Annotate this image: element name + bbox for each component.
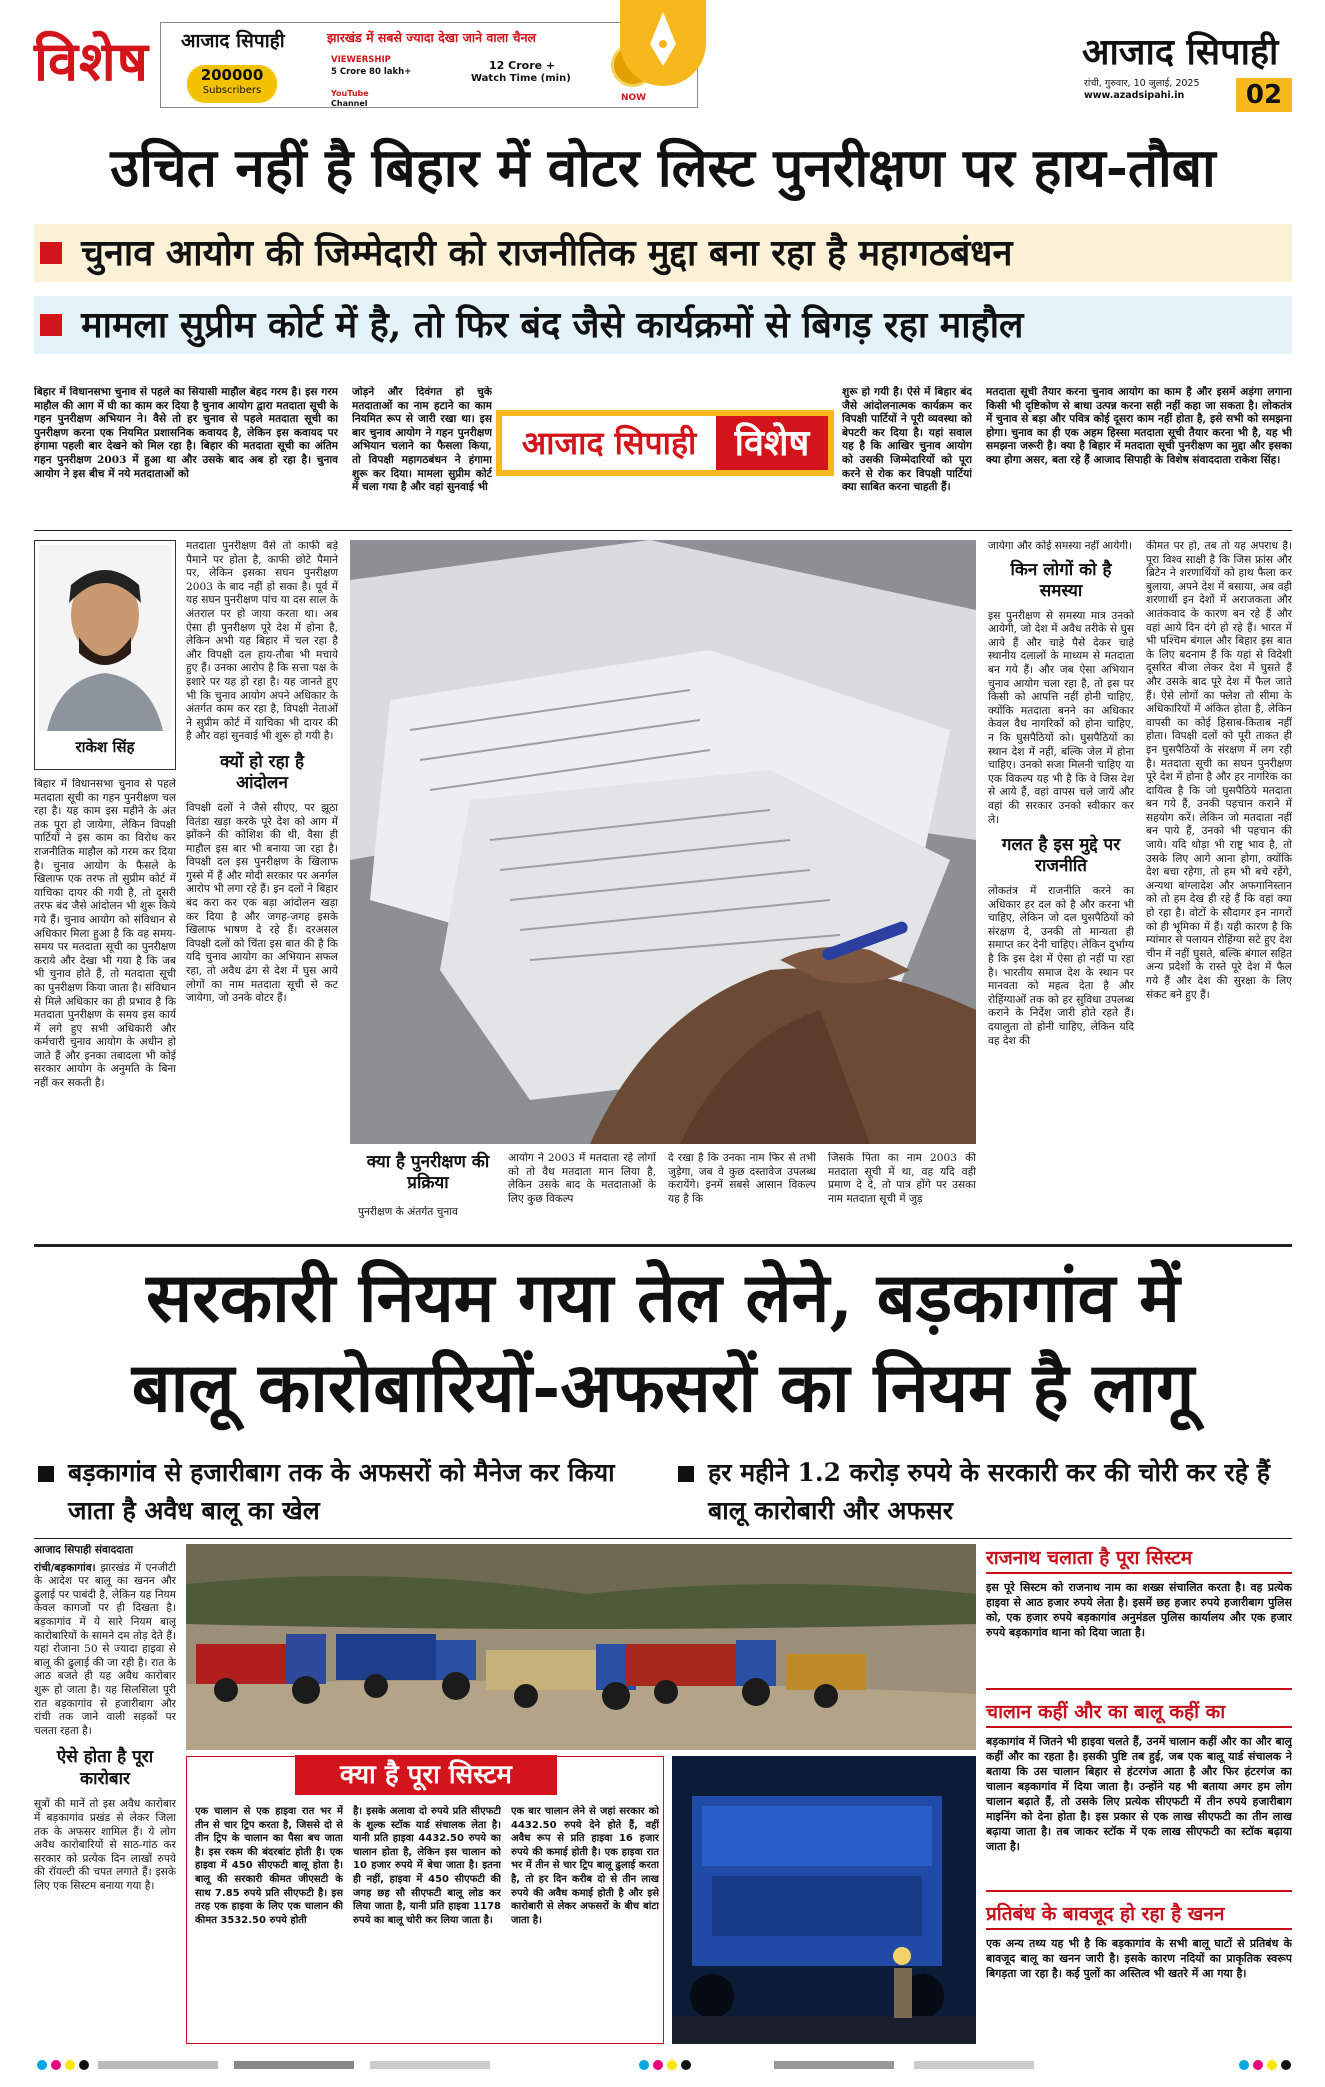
- paper-name: आजाद सिपाही: [1082, 31, 1279, 73]
- azad-vishesh-badge: [496, 410, 834, 476]
- side-box-2: चालान कहीं और का बालू कहीं का बड़कागांव में जितने भी हाइवा चलते हैं, उनमें चालान कहीं और का और बालू कहीं और का रहता है। इसकी पुष्टि तब हुई, जब एक बालू यार्ड संचालक ने बताया कि उस चालान बिहार से हंटरगंज आता है और फिर हंटरगंज का चालान बड़कागांव में दिया जाता है। उन्होंने यह भी बताया अगर हम लोग चालान बढ़ाते हैं, तो उसके लिए प्रत्येक सीएफटी में तीन रुपये हजारीबाग माइनिंग को देना होता है। इस प्रकार से एक लाख सीएफटी का तीन लाख बढ़ाया जाता है। तब जाकर स्टॉक में एक लाख सीएफटी का स्टॉक बढ़ाया जाता है।: [986, 1698, 1292, 1892]
- story2-deck1: बड़कागांव से हजारीबाग तक के अफसरों को मैनेज कर किया जाता है अवैध बालू का खेल: [34, 1454, 648, 1534]
- under-photo-col-1: पुनरीक्षण के अंतर्गत चुनाव: [358, 1206, 458, 1218]
- system-box: [186, 1756, 664, 2044]
- side-box-1-title: राजनाथ चलाता है पूरा सिस्टम: [986, 1544, 1292, 1574]
- story1-column-5: जायेगा और कोई समस्या नहीं आयेगी। किन लोगों को है समस्या इस पुनरीक्षण से समस्या मात्र उनको आयेगी, जो देश में अवैध तरीके से घुस आये हैं और चाहे पैसे देकर चाहे स्थानीय दलालों के माध्यम से मतदाता बन गये हैं। और जब ऐसा अभियान चुनाव आयोग चला रहा है, तो इस पर किसी को आपत्ति नहीं होनी चाहिए, क्योंकि मतदाता बनने का अधिकार केवल वैध नागरिकों को होना चाहिए, न कि घुसपैठियों को। घुसपैठियों का स्थान देश में नहीं, बल्कि जेल में होना चाहिए। उनको सजा मिलनी चाहिए या एक विकल्प यह भी है कि वे जिस देश से आये हैं, वहां वापस चले जायें और वहां की सरकार उनको स्वीकार कर ले। गलत है इस मुद्दे पर राजनीति लोकतंत्र में राजनीति करने का अधिकार हर दल को है और करना भी चाहिए, लेकिन जो दल घुसपैठियों को संरक्षण दे, उनकी तो मान्यता ही समाप्त कर देनी चाहिए। लेकिन दुर्भाग्य है कि इस देश में ऐसा हो नहीं पा रहा है। भारतीय समाज देश के स्थान पर मानवता को महत्व देता है और रोहिंग्याओं तक को हर सुविधा उपलब्ध कराने के निर्देश जारी होते रहते हैं। दयालुता तो होनी चाहिए, लेकिन यदि वह देश की: [988, 540, 1134, 1047]
- story2-headline-line2: बालू कारोबारियों-अफसरों का नियम है लागू: [131, 1348, 1195, 1428]
- side-box-3: प्रतिबंध के बावजूद हो रहा है खनन एक अन्य तथ्य यह भी है कि बड़कागांव के सभी बालू घाटों से प्रतिबंध के बावजूद बालू का खनन जारी है। इसके कारण नदियों का प्राकृतिक स्वरूप बिगड़ता जा रहा है। कई पुलों का अस्तित्व भी खतरे में आ गया है।: [986, 1900, 1292, 2044]
- intro-col-3: शुरू हो गयी है। ऐसे में बिहार बंद जैसे आंदोलनात्मक कार्यक्रम कर विपक्षी पार्टियों ने पूरी व्यवस्था को बेपटरी कर दिया है। यहां सवाल यह है कि आखिर चुनाव आयोग को उसकी जिम्मेदारियों को पूरा करने से रोक कर विपक्षी पार्टियां क्या साबित करना चाहती हैं।: [842, 386, 972, 494]
- subhead-kin-logon: किन लोगों को है समस्या: [1010, 559, 1112, 601]
- story2-column-1: आजाद सिपाही संवाददाता रांची/बड़कागांव। झारखंड में एनजीटी के आदेश पर बालू का खनन और ढुलाई पर पाबंदी है, लेकिन यह नियम केवल कागजों पर ही दिखता है। बड़कागांव में ये सारे नियम बालू कारोबारियों के सामने दम तोड़ देते हैं। यहां रोजाना 50 से ज्यादा हाइवा से बालू की ढुलाई की जा रही है। रात के आठ बजते ही यह अवैध कारोबार शुरू हो जाता है। यह सिलसिला पूरी रात बड़कागांव से हजारीबाग और रांची तक जाने वाली सड़कों पर चलता रहता है। ऐसे होता है पूरा कारोबार सूत्रों की मानें तो इस अवैध कारोबार में बड़कागांव प्रखंड से लेकर जिला तक के अफसर शामिल हैं। ये लोग अवैध कारोबारियों से साठ-गांठ कर सरकार को प्रत्येक दिन लाखों रुपये की रॉयल्टी की चपत लगाते हैं। इसके लिए एक सिस्टम बनाया गया है।: [34, 1544, 176, 1892]
- ad-brand: आजाद सिपाही: [181, 30, 285, 52]
- subhead-kyon-andolan: क्यों हो रहा है आंदोलन: [220, 751, 304, 793]
- pen-nib-logo-icon: [620, 0, 706, 86]
- story1-deck1: चुनाव आयोग की जिम्मेदारी को राजनीतिक मुद्दा बना रहा है महागठबंधन: [34, 224, 1292, 282]
- channel-ad: [160, 22, 698, 108]
- system-box-col-3: एक बार चालान लेने से जहां सरकार को 4432.50 रुपये देने होते हैं, वहीं अवैध रूप से प्रति हाइवा 16 हजार रुपये की कमाई होती है। एक हाइवा रात भर में तीन से चार ट्रिप बालू ढुलाई करता है, तो हर दिन करीब दो से तीन लाख रुपये की अवैध कमाई होती है और इसे कारोबारी से लेकर अफसरों के बीच बांटा जाता है।: [511, 1806, 659, 1926]
- bullet-square-icon: [38, 1466, 54, 1482]
- subhead-galat-rajneeti: गलत है इस मुद्दे पर राजनीति: [1001, 835, 1121, 877]
- side-box-3-title: प्रतिबंध के बावजूद हो रहा है खनन: [986, 1900, 1292, 1930]
- bullet-square-icon: [678, 1466, 694, 1482]
- section-label: विशेष: [34, 29, 149, 93]
- bullet-square-icon: [40, 314, 62, 336]
- badge-left: आजाद सिपाही: [502, 416, 716, 470]
- ad-channel: Channel: [331, 99, 368, 108]
- story1-headline: उचित नहीं है बिहार में वोटर लिस्ट पुनरीक्षण पर हाय-तौबा: [110, 137, 1216, 199]
- voter-list-photo: [350, 540, 976, 1144]
- intro-col-1: बिहार में विधानसभा चुनाव से पहले का सियासी माहौल बेहद गरम है। इस गरम माहौल की आग में घी का काम कर दिया है चुनाव आयोग द्वारा मतदाता सूची के गहन पुनरीक्षण अभियान ने। वैसे तो हर चुनाव से पहले मतदाता सूची का पुनरीक्षण करना एक नियमित प्रशासनिक कवायद है, लेकिन इस कवायद पर हंगामा पहली बार देखने को मिल रहा है। बिहार की मतदाता सूची का अंतिम गहन पुनरीक्षण 2003 में हुआ था और उसके बाद अब हो रहा है। चुनाव आयोग ने इस बीच में नये मतदाताओं को: [34, 386, 338, 480]
- under-photo-col-2: आयोग ने 2003 में मतदाता रहे लोगों को तो वैध मतदाता मान लिया है, लेकिन उसके बाद के मतदाताओं के लिए कुछ विकल्प: [508, 1152, 656, 1205]
- story1-deck2: मामला सुप्रीम कोर्ट में है, तो फिर बंद जैसे कार्यक्रमों से बिगड़ रहा माहौल: [34, 296, 1292, 354]
- ad-tagline: झारखंड में सबसे ज्यादा देखा जाने वाला चैनल: [327, 30, 537, 45]
- masthead: [0, 0, 1325, 108]
- ad-viewership-value: 5 Crore 80 lakh+: [331, 67, 412, 77]
- subhead-aise-hota: ऐसे होता है पूरा कारोबार: [56, 1747, 154, 1790]
- story2-deck2: हर महीने 1.2 करोड़ रुपये के सरकारी कर की चोरी कर रहे हैं बालू कारोबारी और अफसर: [674, 1454, 1292, 1534]
- story2-headline-line1: सरकारी नियम गया तेल लेने, बड़कागांव में: [146, 1258, 1180, 1338]
- ad-subscribers-badge: 200000 Subscribers: [187, 65, 277, 103]
- side-box-1: राजनाथ चलाता है पूरा सिस्टम इस पूरे सिस्टम को राजनाथ नाम का शख्स संचालित करता है। वह प्रत्येक हाइवा से आठ हजार रुपये लेता है। इसमें छह हजार रुपये हजारीबाग पुलिस को, एक हजार रुपये बड़कागांव अनुमंडल पुलिस कार्यालय और एक हजार रुपये बड़कागांव थाना को दिया जाता है।: [986, 1544, 1292, 1690]
- ad-watch-time-label: Watch Time (min): [471, 73, 571, 84]
- byline: आजाद सिपाही संवाददाता: [34, 1544, 134, 1556]
- sand-trucks-photo: [186, 1544, 976, 1750]
- intro-credit: आजाद सिपाही के विशेष संवाददाता राकेश सिंह।: [1093, 453, 1281, 466]
- intro-col-2: जोड़ने और दिवंगत हो चुके मतदाताओं का नाम हटाने का काम नियमित रूप से जारी रखा था। इस बार चुनाव आयोग ने गहन पुनरीक्षण अभियान चलाने का फैसला किया, तो विपक्षी महागठबंधन ने हंगामा शुरू कर दिया। मामला सुप्रीम कोर्ट में चला गया है और वहां सुनवाई भी: [352, 386, 492, 494]
- under-photo-col-4: जिसके पिता का नाम 2003 की मतदाता सूची में था, वह यदि वही प्रमाण दे दे, तो पात्र होंगे पर उसका नाम मतदाता सूची में जुड़: [828, 1152, 976, 1205]
- subhead-prakriya: क्या है पुनरीक्षण की प्रक्रिया: [366, 1152, 490, 1193]
- website: www.azadsipahi.in: [1084, 90, 1185, 101]
- ad-now: NOW: [621, 93, 647, 103]
- divider: [34, 1538, 1292, 1539]
- story-divider: [34, 1244, 1292, 1247]
- ad-viewership: VIEWERSHIP: [331, 55, 391, 65]
- under-photo-col-3: दे रखा है कि उनका नाम फिर से तभी जुड़ेगा, जब वे कुछ दस्तावेज उपलब्ध करायेंगे। इनमें सबसे आसान विकल्प यह है कि: [668, 1152, 816, 1205]
- registration-marks: [34, 2056, 1292, 2074]
- bullet-square-icon: [40, 242, 62, 264]
- system-box-title: क्या है पूरा सिस्टम: [295, 1755, 557, 1795]
- author-photo: [39, 545, 171, 731]
- story1-column-1: बिहार में विधानसभा चुनाव से पहले मतदाता सूची का गहन पुनरीक्षण चल रहा है। यह काम इस महीने के अंत तक पूरा हो जायेगा, लेकिन विपक्षी पार्टियों ने इस काम का विरोध कर राजनीतिक माहौल को गरम कर दिया है। चुनाव आयोग के फैसले के खिलाफ एक तरफ तो सुप्रीम कोर्ट में याचिका दायर की गयी है, तो दूसरी तरफ बंद जैसे आंदोलन भी शुरू किये गये हैं। चुनाव आयोग को संविधान से अधिकार मिला हुआ है कि वह समय-समय पर मतदाता सूची का पुनरीक्षण कराये और देखा भी गया है कि जब भी चुनाव होते हैं, तो मतदाता सूची का पुनरीक्षण किया जाता है। संविधान से मिले अधिकार का ही प्रभाव है कि मतदाता पुनरीक्षण के समय इस कार्य में लगे हुए सभी अधिकारी और कर्मचारी चुनाव आयोग के अधीन हो जाते हैं और इनका तबादला भी कोई सरकार आयोग के अनुमति के बिना नहीं कर सकती है।: [34, 778, 176, 1090]
- author-name: राकेश सिंह: [75, 738, 135, 756]
- system-box-col-1: एक चालान से एक हाइवा रात भर में तीन से चार ट्रिप करता है, जिससे दो से तीन ट्रिप के चालान का पैसा बच जाता है। इस रकम की बंदरबांट होती है। एक हाइवा में 450 सीएफटी बालू होता है। बालू की सरकारी कीमत जीएसटी के साथ 7.85 रुपये प्रति सीएफटी है। इस तरह एक हाइवा के लिए एक चालान की कीमत 3532.50 रुपये होती: [195, 1806, 343, 1926]
- dateline: रांची, गुरुवार, 10 जुलाई, 2025: [1084, 78, 1200, 89]
- divider: [34, 530, 1292, 531]
- intro-col-4: मतदाता सूची तैयार करना चुनाव आयोग का काम है और इसमें अड़ंगा लगाना किसी भी दृष्टिकोण से बाधा उत्पन्न करना सही नहीं कहा जा सकता है। लोकतंत्र में चुनाव से बड़ा और पवित्र कोई दूसरा काम नहीं होता है, इसे सभी को समझना होगा। चुनाव का ही एक अहम हिस्सा मतदाता सूची तैयार करना भी है, यह भी समझना जरूरी है। क्या है बिहार में मतदाता सूची पुनरीक्षण का मुद्दा और इसका क्या होगा असर, बता रहे हैं आजाद सिपाही के विशेष संवाददाता राकेश सिंह।: [986, 386, 1292, 466]
- author-photo-frame: [34, 540, 176, 770]
- story1-column-6: कीमत पर हो, तब तो यह अपराध है। पूरा विश्व साक्षी है कि जिस फ्रांस और ब्रिटेन ने शरणार्थियों को हाथ फैला कर बुलाया, अपने देश में बसाया, अब वही शरणार्थी इन देशों में अराजकता और आतंकवाद के कारण बन रहे हैं और वहां आये दिन दंगे हो रहे हैं। भारत में भी पश्चिम बंगाल और बिहार इस बात के लिए बदनाम हैं कि यहां से विदेशी दूसरित बीजा लेकर देश में घुसते हैं और उसके बाद पूरे देश में फैल जाते हैं। ऐसे लोगों का फ्लेश तो सीमा के अधिकारियों में अंकित होता है, लेकिन वापसी का कोई हिसाब-किताब नहीं होता। विपक्षी दलों को पूरी ताकत ही इन घुसपैठियों के संरक्षण में लग रही है। मतदाता सूची का सघन पुनरीक्षण पूरे देश में होना है और हर नागरिक का दायित्व है कि जो घुसपैठिये मतदाता बन गये हैं, उनकी पहचान कराने में सहयोग करें। लेकिन जो मतदाता नहीं बन पाये हैं, उनको भी पहचान की जाये। यदि थोड़ा भी राष्ट्र भाव है, तो उसके लिए आगे आना होगा, क्योंकि देश बचा रहेगा, तो हम भी बचे रहेंगे, अन्यथा बांग्लादेश और अफगानिस्तान को तो हम देख ही रहे हैं कि वहां क्या हो रहा है। वोटों के सौदागर इन नागरों को ही भूमिका में हैं। यही कारण है कि म्यांमार से पलायन रोहिंग्या सटे हुए देश चीन में नहीं घुसते, बल्कि बंगाल सहित अन्य प्रदेशों के रास्ते पूरे देश में फैल गये हैं और देश की सुरक्षा के लिए संकट बने हुए हैं।: [1146, 540, 1292, 1001]
- badge-right: विशेष: [716, 416, 828, 470]
- ad-watch-time: 12 Crore +: [489, 59, 556, 72]
- story1-column-2: मतदाता पुनरीक्षण वैसे तो काफी बड़े पैमाने पर होता है, काफी छोटे पैमाने पर, लेकिन इसका सघन पुनरीक्षण 2003 के बाद नहीं हो सका है। पूर्व में यह सघन पुनरीक्षण पांच या दस साल के अंतराल पर हो जाया करता था। अब ऐसा ही पुनरीक्षण पूरे देश में होना है, लेकिन अभी यह बिहार में चल रहा है और विपक्षी दल हाय-तौबा भी मचाये हुए हैं। उनका आरोप है कि सत्ता पक्ष के इशारे पर यह हो रहा है। यह जानते हुए भी कि चुनाव आयोग अपने अधिकार के अंतर्गत काम कर रहा है, विपक्षी नेताओं ने सुप्रीम कोर्ट में याचिका भी दायर की है और वहां सुनवाई भी शुरू हो गयी है। क्यों हो रहा है आंदोलन विपक्षी दलों ने जैसे सीएए, पर झूठा वितंडा खड़ा करके पूरे देश को आग में झोंकने की कोशिश की थी, वैसा ही माहौल इस बार भी बनाया जा रहा है। विपक्षी दल इस पुनरीक्षण के खिलाफ गुस्से में हैं और मोदी सरकार पर अनर्गल आरोप भी लगा रहे हैं। इन दलों ने बिहार बंद करा कर एक बड़ा आंदोलन खड़ा कर दिया है और जगह-जगह इसके खिलाफ भाषण दे रहे हैं। दरअसल विपक्षी दलों को चिंता इस बात की है कि यदि चुनाव आयोग का अभियान सफल रहा, तो अवैध ढंग से देश में घुस आये लोगों का नाम मतदाता सूची से कट जायेगा, जो उनके वोटर हैं।: [186, 540, 338, 1005]
- side-box-2-title: चालान कहीं और का बालू कहीं का: [986, 1698, 1292, 1728]
- system-box-col-2: है। इसके अलावा दो रुपये प्रति सीएफटी के शुल्क स्टॉक यार्ड संचालक लेता है। यानी प्रति हाइवा 4432.50 रुपये का चालान होता है, लेकिन इस चालान को 10 हजार रुपये में बेचा जाता है। इतना ही नहीं, हाइवा में 450 सीएफटी की जगह छह सौ सीएफटी बालू लोड कर लिया जाता है, यानी प्रति हाइवा 1178 रुपये का बालू चोरी कर लिया जाता है।: [353, 1806, 501, 1926]
- ad-youtube: YouTube: [331, 89, 369, 98]
- night-truck-photo: [672, 1756, 976, 2044]
- page-number: 02: [1236, 78, 1292, 112]
